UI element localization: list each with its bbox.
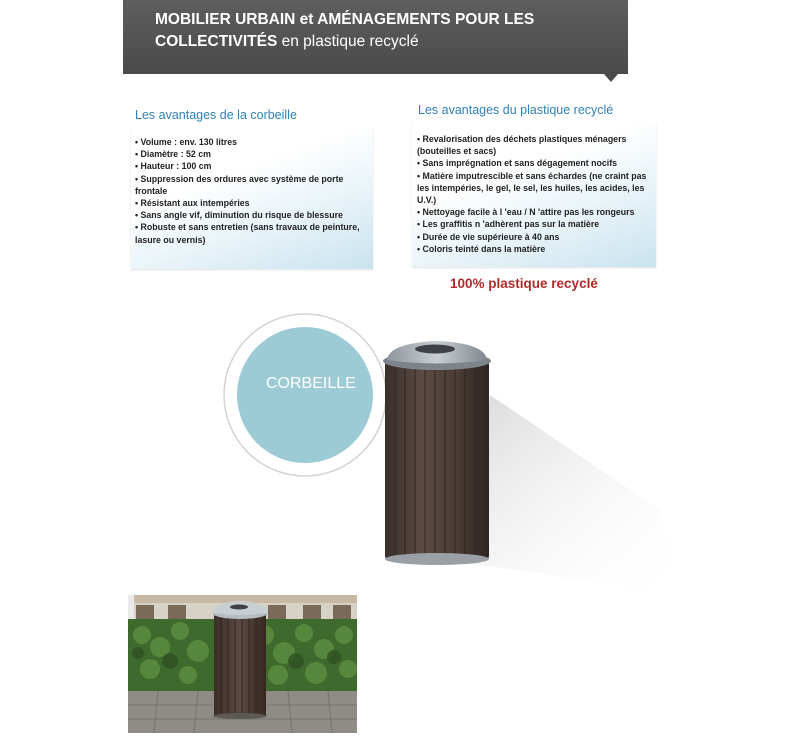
list-item: • Durée de vie supérieure à 40 ans [417,231,560,242]
list-item: • Sans imprégnation et sans dégagement nocifs [417,158,618,169]
list-item: • Sans angle vif, diminution du risque de blessure [135,210,343,221]
list-item: • Résistant aux intempéries [135,198,250,209]
list-item: • Volume : env. 130 litres [135,137,238,147]
list-item: • Revalorisation des déchets plastiques ménagers (bouteilles et sacs) [417,134,627,157]
list-item: • Nettoyage facile à l 'eau / N 'attire pas les rongeurs [417,207,635,218]
recycled-claim: 100% plastique recyclé [450,276,598,291]
product-illustration [220,305,680,595]
header-notch [604,74,618,82]
header-title [155,9,615,53]
bin-advantages-list [131,128,373,246]
list-item: • Hauteur : 100 cm [135,161,212,172]
list-item: • Matière imputrescible et sans échardes (ne craint pas les intempéries, le gel, le sel, les huiles, les acides, les U.V.) [417,170,647,206]
recycled-plastic-advantages-box [412,124,656,267]
header-banner [123,0,628,74]
recycled-plastic-advantages-heading: Les avantages du plastique recyclé [418,103,614,117]
list-item: • Les graffitis n 'adhèrent pas sur la matière [417,219,600,230]
header-title-bold: MOBILIER URBAIN et AMÉNAGEMENTS POUR LES COLLECTIVITÉS [155,11,535,50]
installed-bin-photo [128,595,357,733]
circle-label: CORBEILLE [266,375,356,392]
bin-body [385,360,489,560]
label-circle-disk [237,327,373,463]
bin-advantages-box [131,128,373,269]
bin-base [385,553,489,565]
list-item: • Suppression des ordures avec système de porte frontale [135,173,344,196]
list-item: • Diamètre : 52 cm [135,149,211,160]
header-title-rest: en plastique recyclé [277,33,419,50]
recycled-plastic-advantages-list [412,124,656,255]
bin-advantages-heading: Les avantages de la corbeille [135,108,297,122]
bin-lid-opening [415,345,455,354]
list-item: • Robuste et sans entretien (sans travaux de peinture, lasure ou vernis) [135,222,360,245]
list-item: • Coloris teinté dans la matière [417,243,546,254]
